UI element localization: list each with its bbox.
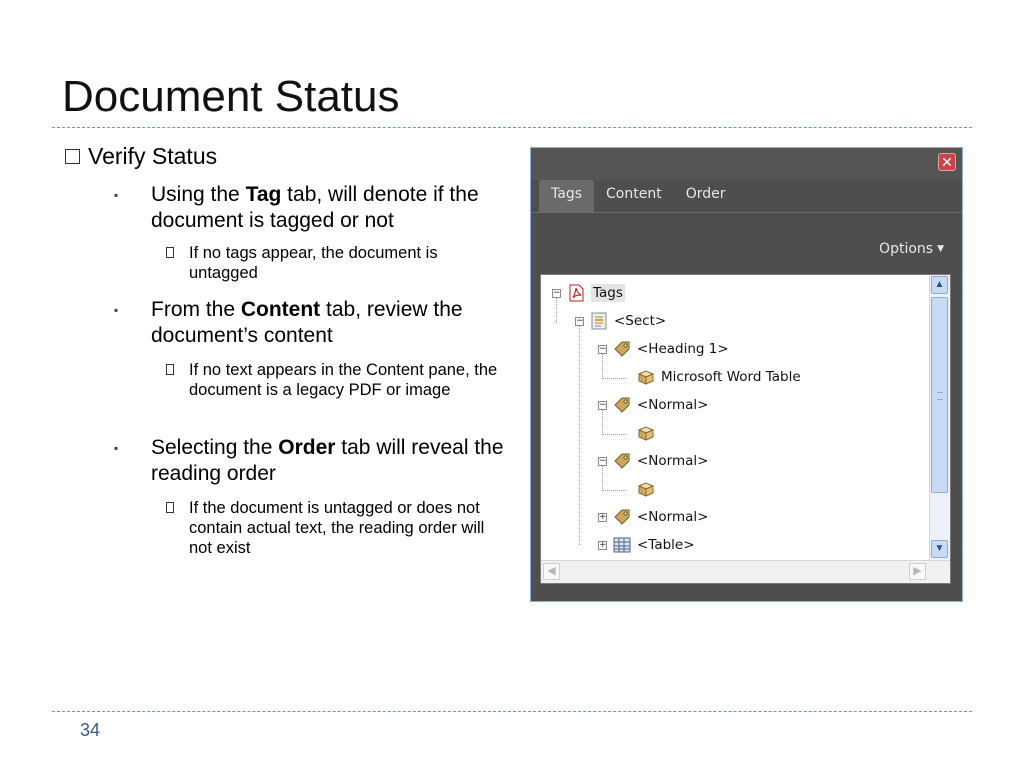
- list-item: Using the Tag tab, will denote if the document is tagged or not: [151, 183, 479, 232]
- page-number: 34: [80, 720, 101, 740]
- tag-icon: [613, 396, 631, 414]
- bullet-verify-status: [65, 142, 217, 170]
- tree-label: <Normal>: [637, 397, 709, 413]
- tree-label: <Normal>: [637, 509, 709, 525]
- sub-bullet-icon: [166, 364, 174, 375]
- chevron-down-icon: ▼: [937, 244, 944, 254]
- tree-row[interactable]: [598, 533, 695, 557]
- collapse-icon[interactable]: −: [553, 287, 561, 298]
- options-label: Options: [879, 241, 934, 257]
- tree-label: Microsoft Word Table: [661, 369, 801, 385]
- footer-divider: [52, 711, 972, 712]
- list-item: Selecting the Order tab will reveal the reading order: [151, 436, 504, 485]
- square-bullet-icon: ▪: [114, 303, 119, 317]
- tree-label: <Normal>: [637, 453, 709, 469]
- tree-label: <Sect>: [614, 313, 667, 329]
- horizontal-scrollbar[interactable]: [541, 560, 950, 583]
- tree-row[interactable]: [598, 449, 708, 473]
- grip-icon: [937, 392, 943, 400]
- tags-tree[interactable]: [540, 274, 951, 584]
- sub-list-item: If the document is untagged or does not contain actual text, the reading order will not exist: [189, 499, 485, 557]
- tree-row[interactable]: [598, 337, 729, 361]
- tree-row[interactable]: [637, 365, 801, 389]
- options-menu[interactable]: [879, 241, 944, 257]
- tag-icon: [613, 508, 631, 526]
- sub-bullet-icon: [166, 502, 174, 513]
- tree-connector: [602, 490, 626, 491]
- expand-icon[interactable]: +: [599, 539, 607, 550]
- collapse-icon[interactable]: −: [576, 315, 584, 326]
- scroll-down-icon[interactable]: ▼: [931, 540, 948, 558]
- square-bullet-icon: ▪: [114, 188, 119, 202]
- table-icon: [613, 536, 631, 554]
- bullet-label: Verify Status: [88, 143, 218, 169]
- sub-bullet-icon: [166, 247, 174, 258]
- close-button[interactable]: ✕: [938, 153, 956, 171]
- tab-order[interactable]: Order: [685, 186, 726, 202]
- tree-connector: [602, 434, 626, 435]
- tree-row[interactable]: [598, 393, 708, 417]
- tree-connector: [579, 323, 580, 545]
- content-box-icon: [637, 424, 655, 442]
- panel-tabs: [539, 180, 737, 212]
- slide-title: Document Status: [62, 72, 400, 121]
- expand-icon[interactable]: +: [599, 511, 607, 522]
- pdf-icon: [567, 284, 585, 302]
- tab-content[interactable]: Content: [606, 186, 662, 202]
- panel-header: [531, 148, 962, 180]
- tree-row[interactable]: [575, 309, 666, 333]
- sub-list-item: If no tags appear, the document is untagged: [189, 244, 438, 282]
- scroll-thumb[interactable]: [931, 297, 948, 493]
- tree-label: <Table>: [637, 537, 695, 553]
- tree-connector: [602, 378, 626, 379]
- tree-row[interactable]: [637, 477, 661, 501]
- tab-tags[interactable]: Tags: [539, 180, 594, 212]
- checkbox-bullet-icon: [65, 149, 80, 164]
- scroll-right-icon[interactable]: ▶: [909, 563, 926, 580]
- content-box-icon: [637, 368, 655, 386]
- tab-divider: [531, 212, 962, 213]
- square-bullet-icon: ▪: [114, 441, 119, 455]
- tag-icon: [613, 340, 631, 358]
- sub-list-item: If no text appears in the Content pane, the document is a legacy PDF or image: [189, 361, 498, 399]
- scroll-left-icon[interactable]: ◀: [543, 563, 560, 580]
- section-icon: [590, 312, 608, 330]
- tree-label: <Heading 1>: [637, 341, 729, 357]
- tree-row[interactable]: [598, 505, 708, 529]
- collapse-icon[interactable]: −: [599, 343, 607, 354]
- content-box-icon: [637, 480, 655, 498]
- scroll-up-icon[interactable]: ▲: [931, 276, 948, 294]
- tree-row[interactable]: [637, 421, 661, 445]
- title-divider: [52, 127, 972, 128]
- tag-icon: [613, 452, 631, 470]
- tree-row[interactable]: [552, 281, 625, 305]
- tags-panel: [530, 147, 963, 602]
- tree-label: Tags: [593, 285, 623, 301]
- collapse-icon[interactable]: −: [599, 455, 607, 466]
- list-item: From the Content tab, review the document’s content: [151, 298, 463, 347]
- vertical-scrollbar[interactable]: [929, 275, 950, 561]
- collapse-icon[interactable]: −: [599, 399, 607, 410]
